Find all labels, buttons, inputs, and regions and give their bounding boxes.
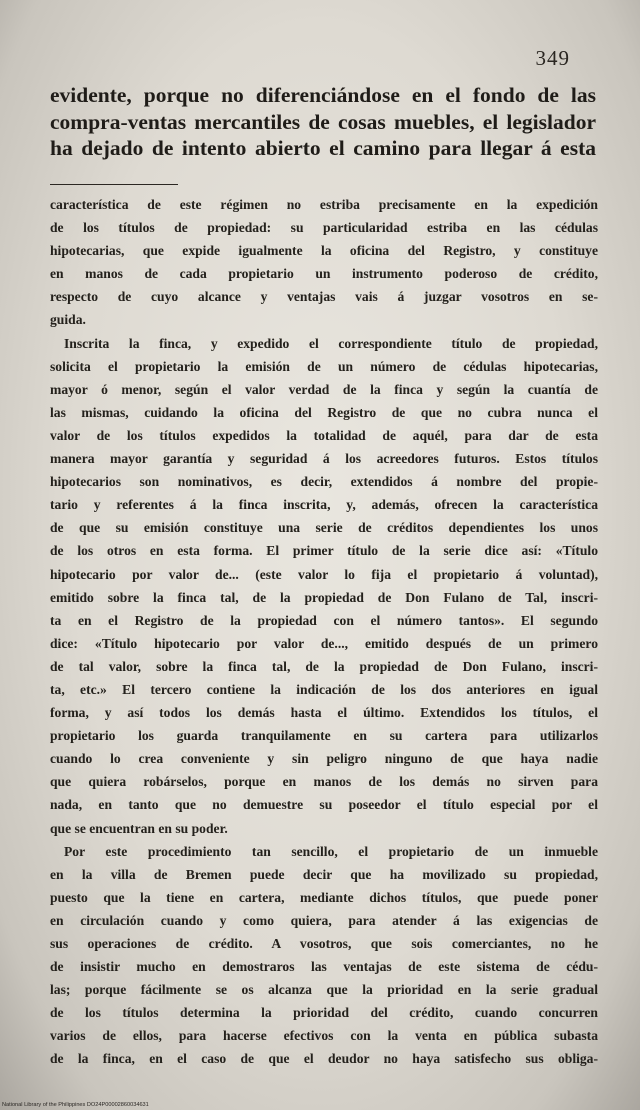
footnote-line: las mismas, cuidando la oficina del Registro de que no cubra nunca el [50,404,598,420]
footnote-line: varios de ellos, para hacerse efectivos con la venta en pública subasta [50,1028,598,1044]
footnote-line: manera mayor garantía y seguridad á los acreedores futuros. Estos títulos [50,451,598,467]
page-number: 349 [535,46,570,70]
footnote-line: de los títulos de propiedad: su particularidad estriba en las cédulas [50,220,598,236]
footnote-line: en la villa de Bremen puede decir que ha movilizado su propiedad, [50,866,598,882]
footnote-line: que quiera robárselos, porque en manos de los demás no sirven para [50,774,598,790]
footnote-line: hipotecarios son nominativos, es decir, extendidos á nombre del propie- [50,474,598,490]
footnote-line: Inscrita la finca, y expedido el correspondiente título de propiedad, [64,335,598,351]
footnote-line: de los otros en esta forma. El primer título de la serie dice así: «Título [50,543,598,559]
main-line: evidente, porque no diferenciándose en el fondo de las [50,83,596,107]
footnote-line: de la finca, en el caso de que el deudor no haya satisfecho sus obliga- [50,1051,598,1067]
footnote-line: ta, etc.» El tercero contiene la indicación de los dos anteriores en igual [50,681,598,697]
footnote-line: las; porque fácilmente se os alcanza que la prioridad en la serie gradual [50,982,598,998]
footnote-line: ta en el Registro de la propiedad con el número tantos». El segundo [50,612,598,628]
footnote-line: mayor ó menor, según el valor verdad de la finca y según la cuantía de [50,381,598,397]
footnote-line: emitido sobre la finca tal, de la propiedad de Don Fulano de Tal, inscri- [50,589,598,605]
footnote-line: de tal valor, sobre la finca tal, de la propiedad de Don Fulano, inscri- [50,658,598,674]
footnote-line: respecto de cuyo alcance y ventajas vais á juzgar vosotros en se- [50,289,598,305]
footnote-line: de los títulos determina la prioridad del crédito, cuando concurren [50,1005,598,1021]
footnote-line: sus operaciones de crédito. A vosotros, que sois comerciantes, no he [50,936,598,951]
footnote-line: propietario los guarda tranquilamente en su cartera para utilizarlos [50,728,598,744]
footnote-line: cuando lo crea conveniente y sin peligro ninguno de que haya nadie [50,751,598,767]
main-paragraph [50,82,596,162]
footnote-line: guida. [50,312,86,328]
footnote-line: de insistir mucho en demostraros las ventajas de este sistema de cédu- [50,959,598,975]
footnote-line: dice: «Título hipotecario por valor de..., emitido después de un primero [50,635,598,651]
footnote-line: hipotecario por valor de... (este valor lo fija el propietario á voluntad), [50,566,598,582]
footnote-line: hipotecarias, que expide igualmente la oficina del Registro, y constituye [50,243,598,259]
footnote-line: nada, en tanto que no demuestre su poseedor el título especial por el [50,797,598,813]
footnote-line: que se encuentran en su poder. [50,820,228,836]
main-line: ha dejado de intento abierto el camino para llegar á esta [50,136,596,160]
footnote-line: de que su emisión constituye una serie de créditos dependientes los unos [50,520,598,536]
footnote-line: en circulación cuando y como quiera, para atender á las exigencias de [50,912,598,928]
footnote-divider [50,184,178,185]
footnote-line: Por este procedimiento tan sencillo, el propietario de un inmueble [64,843,598,859]
footnote-line: tario y referentes á la finca inscrita, y, además, ofrecen la característica [50,497,598,513]
footnote-line: en manos de cada propietario un instrumento poderoso de crédito, [50,266,598,282]
footnote-line: forma, y así todos los demás hasta el último. Extendidos los títulos, el [50,705,598,721]
main-line: compra-ventas mercantiles de cosas muebles, el legislador [50,109,596,134]
footnote [50,193,598,1071]
footnote-line: solicita el propietario la emisión de un número de cédulas hipotecarias, [50,358,598,374]
footnote-line: valor de los títulos expedidos la totalidad de aquél, para dar de esta [50,427,598,443]
footnote-line: característica de este régimen no estriba precisamente en la expedición [50,197,598,212]
footnote-line: puesto que la tiene en cartera, mediante dichos títulos, que puede poner [50,889,598,905]
library-credit: National Library of the Philippines DO24P00002860034631 [2,1102,149,1108]
